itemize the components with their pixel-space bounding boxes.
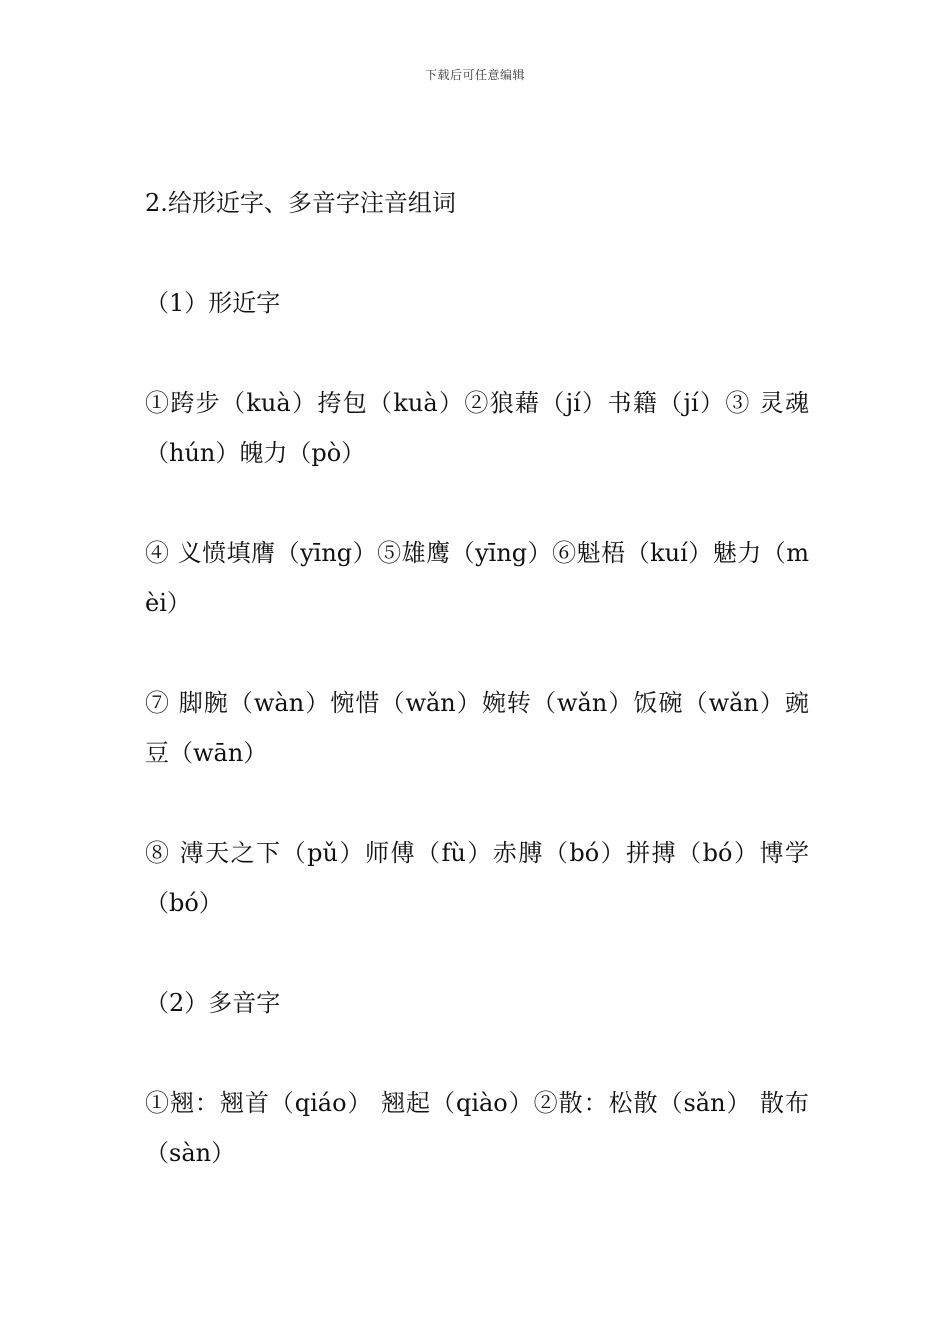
subsection-title-similar-chars: （1）形近字 [145,289,281,317]
similar-chars-item-3: ⑦ 脚腕（wàn）惋惜（wǎn）婉转（wǎn）饭碗（wǎn）豌豆（wān） [145,689,809,767]
similar-chars-item-2: ④ 义愤填膺（yīng）⑤雄鹰（yīng）⑥魁梧（kuí）魅力（mèi） [145,539,809,617]
similar-chars-item-4: ⑧ 溥天之下（pǔ）师傅（fù）赤膊（bó）拼搏（bó）博学（bó） [145,839,809,917]
page-header: 下载后可任意编辑 [424,68,525,82]
subsection-title-polyphonic: （2）多音字 [145,989,281,1017]
section-title: 2.给形近字、多音字注音组词 [145,189,456,217]
document-body [145,178,809,1228]
similar-chars-item-1: ①跨步（kuà）挎包（kuà）②狼藉（jí）书籍（jí）③ 灵魂（hún）魄力（pò） [145,389,809,467]
polyphonic-item-1: ①翘：翘首（qiáo） 翘起（qiào）②散：松散（sǎn） 散布（sàn） [145,1089,809,1167]
